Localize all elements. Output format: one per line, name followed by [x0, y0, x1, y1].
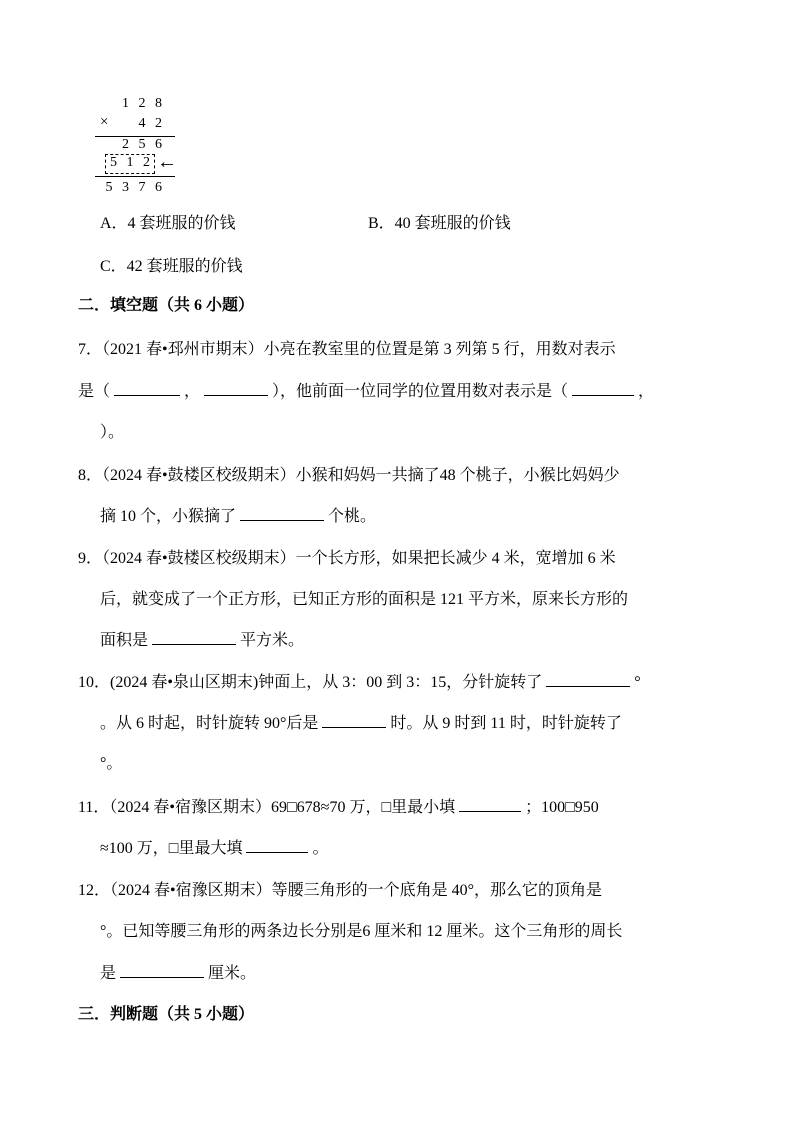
- q12-text-b: 厘米。: [208, 965, 257, 982]
- q7-line-2: [78, 378, 718, 401]
- q9-line-1: 9．（2024 春•鼓楼区校级期末）一个长方形，如果把长减少 4 米，宽增加 6 米: [78, 550, 616, 567]
- times-sign: ×: [100, 114, 112, 130]
- option-a: A．4 套班服的价钱: [100, 215, 236, 232]
- section-3-title: 三．判断题（共 5 小题）: [78, 1006, 255, 1023]
- mult-row-5376: 5 3 7 6: [105, 180, 165, 195]
- q11-text-a: 11．（2024 春•宿豫区期末）69□678≈70 万，□里最小填: [78, 799, 456, 816]
- q11-text-d: 。: [312, 840, 329, 857]
- q9-line-3: [100, 627, 740, 650]
- q11-line-2: [100, 835, 740, 858]
- option-c: C．42 套班服的价钱: [100, 258, 243, 275]
- q12-text-a: 是: [100, 965, 117, 982]
- q9-blank[interactable]: [152, 630, 236, 645]
- q11-blank-2[interactable]: [246, 838, 308, 853]
- q8-line-1: 8．（2024 春•鼓楼区校级期末）小猴和妈妈一共摘了48 个桃子，小猴比妈妈少: [78, 467, 620, 484]
- q11-text-c: ≈100 万，□里最大填: [100, 840, 243, 857]
- mult-row-256: 2 5 6: [122, 137, 165, 152]
- mult-row-128: 1 2 8: [122, 96, 165, 111]
- q10-text-a: 10．(2024 春•泉山区期末)钟面上，从 3：00 到 3：15，分针旋转了: [78, 674, 543, 691]
- mult-row-512: 5 1 2: [110, 155, 153, 170]
- q7-line-1: 7．（2021 春•邳州市期末）小亮在教室里的位置是第 3 列第 5 行，用数对表示: [78, 341, 616, 358]
- q8-line-2: [100, 503, 740, 526]
- q10-text-b: °: [634, 674, 641, 691]
- q9-text-b: 平方米。: [240, 632, 305, 649]
- q12-line-1: 12．（2024 春•宿豫区期末）等腰三角形的一个底角是 40°，那么它的顶角是: [78, 882, 603, 899]
- q9-line-2: 后，就变成了一个正方形，已知正方形的面积是 121 平方米，原来长方形的: [100, 591, 629, 608]
- q7-line-3: ）。: [100, 424, 125, 441]
- q10-text-c: 。从 6 时起，时针旋转 90°后是: [100, 715, 319, 732]
- q11-text-b: ；100□950: [525, 799, 599, 816]
- q10-line-3: °。: [100, 755, 123, 772]
- q11-line-1: [78, 794, 718, 817]
- multiplication-figure: [95, 96, 185, 200]
- section-2-title: 二．填空题（共 6 小题）: [78, 297, 255, 314]
- q10-blank-2[interactable]: [322, 713, 386, 728]
- q8-text-a: 摘 10 个，小猴摘了: [100, 508, 237, 525]
- q12-line-3: [100, 960, 740, 983]
- q10-blank-1[interactable]: [546, 672, 630, 687]
- q7-text-a: 是（: [78, 383, 111, 400]
- q7-text-c: ），他前面一位同学的位置用数对表示是（: [272, 383, 569, 400]
- q9-text-a: 面积是: [100, 632, 149, 649]
- q7-blank-1[interactable]: [114, 381, 180, 396]
- q7-text-d: ，: [638, 383, 655, 400]
- q12-blank[interactable]: [120, 963, 204, 978]
- arrow-left-icon: ←: [157, 151, 180, 173]
- q10-line-2: [100, 710, 740, 733]
- q12-line-2: °。已知等腰三角形的两条边长分别是6 厘米和 12 厘米。这个三角形的周长: [100, 923, 623, 940]
- mult-line-2: [95, 176, 175, 177]
- q8-text-b: 个桃。: [328, 508, 377, 525]
- q10-line-1: [78, 669, 718, 692]
- q7-blank-2[interactable]: [204, 381, 268, 396]
- q7-blank-3[interactable]: [572, 381, 634, 396]
- q10-text-d: 时。从 9 时到 11 时，时针旋转了: [390, 715, 622, 732]
- option-b: B．40 套班服的价钱: [368, 215, 511, 232]
- q11-blank-1[interactable]: [459, 797, 521, 812]
- q8-blank[interactable]: [240, 506, 324, 521]
- mult-row-42: 4 2: [138, 116, 165, 131]
- q7-text-b: ，: [184, 383, 201, 400]
